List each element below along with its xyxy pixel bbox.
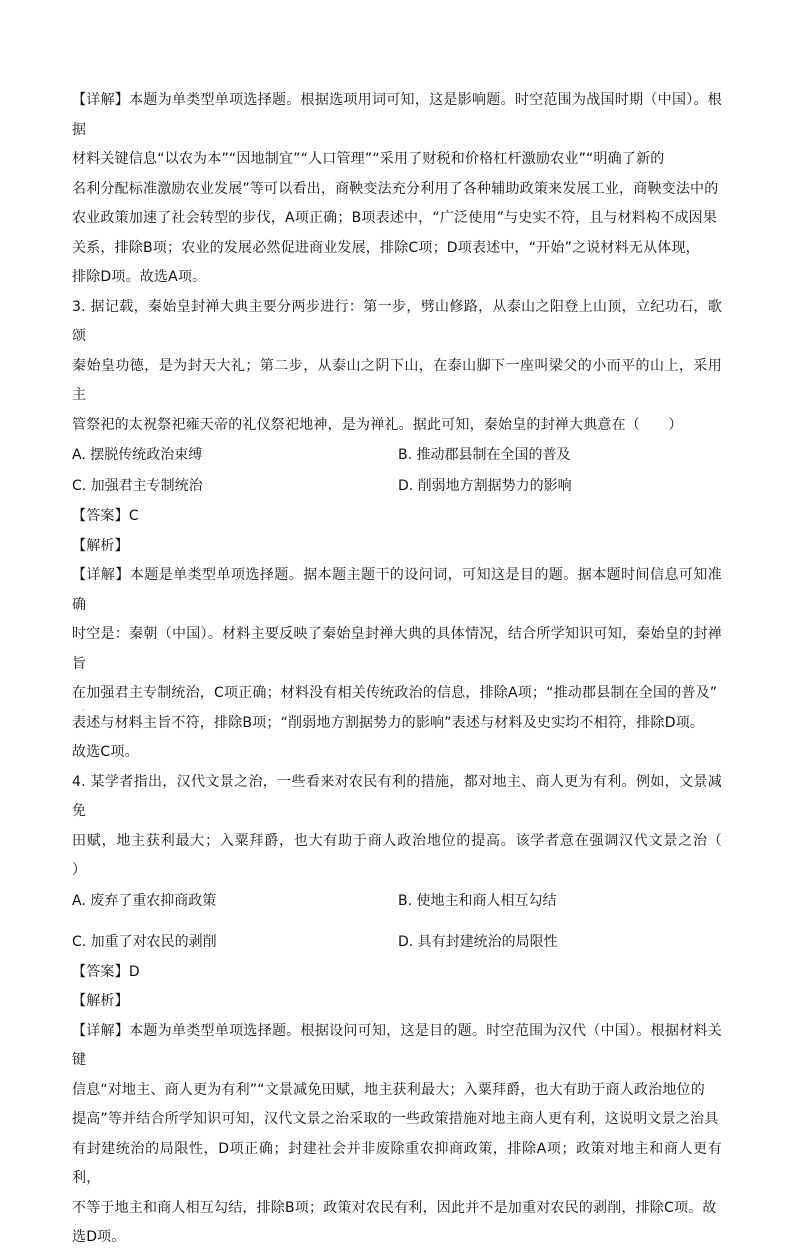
answer-value: D xyxy=(128,963,140,980)
question-4-options xyxy=(72,886,722,958)
question-3 xyxy=(72,293,722,768)
option-d: D. 削弱地方割据势力的影响 xyxy=(398,478,572,494)
question-stem-line: 3. 据记载，秦始皇封禅大典主要分两步进行：第一步，劈山修路，从泰山之阳登上山顶，立纪功石，歌颂 xyxy=(72,298,722,344)
detail-line: 信息“对地主、商人更为有利”“文景减免田赋，地主获利最大；入粟拜爵，也大有助于商人政治地位的 xyxy=(72,1081,705,1098)
question-stem-line: 4. 某学者指出，汉代文景之治，一些看来对农民有利的措施，都对地主、商人更为有利。例如，文景减免 xyxy=(72,773,722,819)
answer-value: C xyxy=(128,508,139,524)
prev-question-detail xyxy=(72,86,722,293)
option-c: C. 加强君主专制统治 xyxy=(72,478,203,494)
detail-line: 【详解】本题是单类型单项选择题。据本题主题干的设问词，可知这是目的题。据本题时间信息可知准确 xyxy=(72,567,722,613)
stray-dot: · xyxy=(82,706,85,715)
detail-line: 选D项。 xyxy=(72,1229,126,1245)
detail-line: 时空是：秦朝（中国）。材料主要反映了秦始皇封禅大典的具体情况，结合所学知识可知，秦始皇的封禅旨 xyxy=(72,626,722,672)
answer-line xyxy=(72,502,722,532)
option-c: C. 加重了对农民的剥削 xyxy=(72,933,217,950)
answer-label: 【答案】 xyxy=(72,508,129,524)
document-page xyxy=(72,86,751,1253)
detail-line: 关系，排除B项；农业的发展必然促进商业发展，排除C项；D项表述中，“开始”之说材料无从体现， xyxy=(72,239,700,256)
option-a: A. 摆脱传统政治束缚 xyxy=(72,447,203,463)
option-b: B. 推动郡县制在全国的普及 xyxy=(398,447,571,463)
detail-line: 提高”等并结合所学知识可知，汉代文景之治采取的一些政策措施对地主商人更有利，这说明文景之治具 xyxy=(72,1111,719,1127)
answer-label: 【答案】 xyxy=(72,963,129,980)
question-3-options xyxy=(72,440,722,502)
option-a: A. 废弃了重农抑商政策 xyxy=(72,892,217,909)
detail-line: 不等于地主和商人相互勾结，排除B项；政策对农民有利，因此并不是加重对农民的剥削，排除C项。故 xyxy=(72,1199,717,1216)
option-b: B. 使地主和商人相互勾结 xyxy=(398,892,557,909)
analysis-label: 【解析】 xyxy=(72,993,129,1009)
detail-line: 表述与材料主旨不符，排除B项；“削弱地方割据势力的影响”表述与材料及史实均不相符，排除D项。 xyxy=(72,714,705,731)
detail-line: 在加强君主专制统治，C项正确；材料没有相关传统政治的信息，排除A项；“推动郡县制在全国的普及” xyxy=(72,685,718,701)
detail-line: 【详解】本题为单类型单项选择题。根据设问可知，这是目的题。时空范围为汉代（中国）。根据材料关键 xyxy=(72,1022,722,1068)
detail-line: 名利分配标准激励农业发展”等可以看出，商鞅变法充分利用了各种辅助政策来发展工业，商鞅变法中的 xyxy=(72,180,719,197)
question-4 xyxy=(72,768,751,1253)
detail-line: 农业政策加速了社会转型的步伐，A项正确；B项表述中，“广泛使用”与史实不符，且与材料构不成因果 xyxy=(72,210,718,226)
detail-line: 排除D项。故选A项。 xyxy=(72,269,207,285)
detail-line: 材料关键信息“以农为本”“因地制宜”“人口管理”“采用了财税和价格杠杆激励农业”“明确了新的 xyxy=(72,151,665,167)
analysis-label: 【解析】 xyxy=(72,537,129,554)
detail-line: 故选C项。 xyxy=(72,744,139,760)
detail-line: 【详解】本题为单类型单项选择题。根据选项用词可知，这是影响题。时空范围为战国时期（中国）。根据 xyxy=(72,92,722,138)
question-stem-line: 秦始皇功德，是为封天大礼；第二步，从泰山之阴下山，在泰山脚下一座叫梁父的小而平的山上，采用主 xyxy=(72,357,722,403)
option-d: D. 具有封建统治的局限性 xyxy=(398,933,558,950)
question-stem-line: 田赋，地主获利最大；入粟拜爵，也大有助于商人政治地位的提高。该学者意在强调汉代文景之治（ ） xyxy=(72,832,751,878)
detail-line: 有封建统治的局限性，D项正确；封建社会并非废除重农抑商政策，排除A项；政策对地主和商人更有利， xyxy=(72,1140,722,1186)
answer-line xyxy=(72,958,722,988)
question-stem-line: 管祭祀的太祝祭祀雍天帝的礼仪祭祀地神，是为禅礼。据此可知，秦始皇的封禅大典意在（ ） xyxy=(72,416,683,433)
